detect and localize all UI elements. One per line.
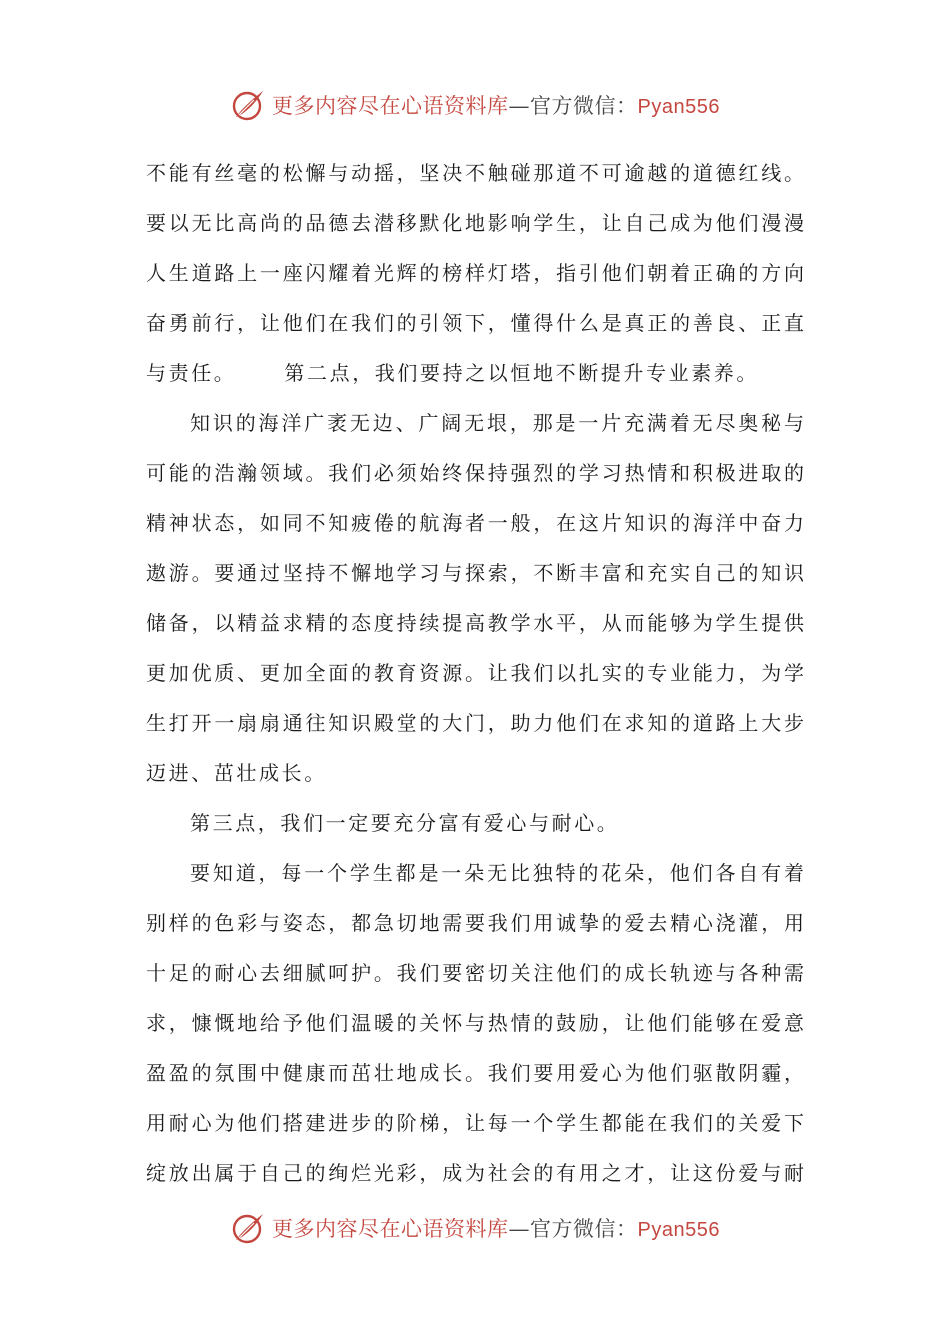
text-line: 更加优质、更加全面的教育资源。让我们以扎实的专业能力，为学	[146, 661, 804, 685]
text-line: 储备，以精益求精的态度持续提高教学水平，从而能够为学生提供	[146, 611, 804, 635]
banner-wechat-label: —官方微信：	[508, 94, 638, 118]
text-line: 遨游。要通过坚持不懈地学习与探索，不断丰富和充实自己的知识	[146, 561, 804, 585]
text-line: 盈盈的氛围中健康而茁壮地成长。我们要用爱心为他们驱散阴霾，	[146, 1061, 804, 1085]
text-line: 人生道路上一座闪耀着光辉的榜样灯塔，指引他们朝着正确的方向	[146, 261, 804, 285]
banner-wechat-id: Pyan556	[637, 1219, 720, 1241]
text-fragment: 与责任。	[146, 361, 237, 385]
text-line: 奋勇前行，让他们在我们的引领下，懂得什么是真正的善良、正直	[146, 311, 804, 335]
document-body	[146, 148, 804, 1198]
text-line: 迈进、茁壮成长。	[146, 761, 327, 785]
text-line: 生打开一扇扇通往知识殿堂的大门，助力他们在求知的道路上大步	[146, 711, 804, 735]
header-banner	[0, 80, 950, 130]
section-heading: 第二点，我们要持之以恒地不断提升专业素养。	[284, 361, 760, 385]
section-heading: 第三点，我们一定要充分富有爱心与耐心。	[190, 811, 620, 835]
banner-title: 更多内容尽在心语资料库	[272, 1217, 509, 1241]
text-line: 十足的耐心去细腻呵护。我们要密切关注他们的成长轨迹与各种需	[146, 961, 804, 985]
banner-wechat-id: Pyan556	[637, 96, 720, 118]
quill-logo-icon	[230, 87, 266, 123]
text-line: 求，慷慨地给予他们温暖的关怀与热情的鼓励，让他们能够在爱意	[146, 1011, 804, 1035]
banner-title: 更多内容尽在心语资料库	[272, 94, 509, 118]
text-line: 精神状态，如同不知疲倦的航海者一般，在这片知识的海洋中奋力	[146, 511, 804, 535]
text-line: 不能有丝毫的松懈与动摇，坚决不触碰那道不可逾越的道德红线。	[146, 161, 804, 185]
text-line-mixed	[146, 348, 804, 398]
text-line: 用耐心为他们搭建进步的阶梯，让每一个学生都能在我们的关爱下	[146, 1111, 804, 1135]
footer-banner	[0, 1203, 950, 1253]
banner-text	[272, 90, 720, 120]
text-line: 知识的海洋广袤无边、广阔无垠，那是一片充满着无尽奥秘与	[190, 411, 804, 435]
banner-wechat-label: —官方微信：	[508, 1217, 638, 1241]
text-line: 要以无比高尚的品德去潜移默化地影响学生，让自己成为他们漫漫	[146, 211, 804, 235]
quill-logo-icon	[230, 1210, 266, 1246]
banner-text	[272, 1213, 720, 1243]
text-line: 别样的色彩与姿态，都急切地需要我们用诚挚的爱去精心浇灌，用	[146, 911, 804, 935]
text-line: 绽放出属于自己的绚烂光彩，成为社会的有用之才，让这份爱与耐	[146, 1161, 804, 1185]
text-line: 要知道，每一个学生都是一朵无比独特的花朵，他们各自有着	[190, 861, 804, 885]
text-line: 可能的浩瀚领域。我们必须始终保持强烈的学习热情和积极进取的	[146, 461, 804, 485]
